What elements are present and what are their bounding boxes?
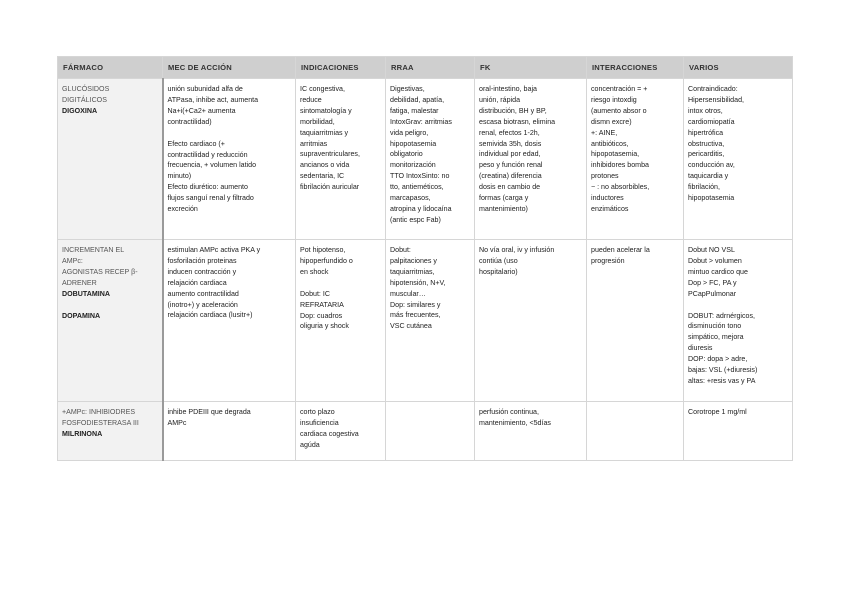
cell-line: arritmias: [300, 139, 328, 148]
cell-line: ancianos o vida: [300, 161, 350, 170]
cell-line: vida peligro,: [390, 128, 429, 137]
cell-line: (antic espc Fab): [390, 215, 441, 224]
cell-line: INCREMENTAN EL: [62, 246, 125, 254]
cell-varios: [684, 240, 793, 402]
cell-line: VSC cutánea: [390, 322, 432, 331]
cell-line: hipotensión, N+V,: [390, 278, 446, 287]
cell-line: reduce: [300, 95, 322, 104]
table-row: [58, 79, 793, 240]
cell-interacciones: [587, 240, 684, 402]
cell-line: tto, antieméticos,: [390, 183, 444, 192]
cell-line: fosforilación proteinas: [167, 256, 237, 265]
cell-line: frecuencia, + volumen latido: [167, 161, 257, 170]
cell-line: REFRATARIA: [300, 300, 344, 309]
cell-line: Na+i(+Ca2+ aumenta: [167, 106, 236, 115]
cell-line: protones: [591, 172, 619, 181]
cell-rraa: [386, 402, 475, 461]
cell-line: ATPasa, inhibe act, aumenta: [167, 95, 259, 104]
cell-line: taquicardia y: [688, 172, 729, 181]
cell-line: IC congestiva,: [300, 85, 345, 93]
cell-line: altas: +resis vas y PA: [688, 376, 756, 385]
cell-rraa: [386, 79, 475, 240]
header-indicaciones: INDICACIONES: [296, 57, 386, 79]
spacer: [62, 300, 158, 311]
cell-line: unión, rápida: [479, 95, 521, 104]
cell-line: concentración = +: [591, 85, 648, 93]
cell-line: pericarditis,: [688, 150, 725, 159]
header-row: [58, 57, 793, 79]
cell-line: supraventriculares,: [300, 150, 360, 159]
cell-line: marcapasos,: [390, 194, 431, 203]
cell-line: formas (carga y: [479, 194, 529, 203]
cell-line: inductores: [591, 194, 624, 203]
cell-line: perfusión continua,: [479, 408, 539, 416]
cell-line: palpitaciones y: [390, 256, 437, 265]
spacer: [300, 278, 381, 289]
cell-interacciones: [587, 79, 684, 240]
cell-line: hospitalario): [479, 267, 518, 276]
cell-line: Dobut:: [390, 246, 411, 254]
cell-line: cardiaca cogestiva: [300, 429, 359, 438]
cell-line: Efecto diurético: aumento: [167, 183, 248, 192]
cell-fk: [475, 240, 587, 402]
cell-line: DOBUT: adrnérgicos,: [688, 311, 756, 320]
cell-line: hipoperfundido o: [300, 256, 353, 265]
cell-line: excreción: [167, 205, 198, 214]
cell-line: Dobut NO VSL: [688, 246, 735, 254]
cell-mec-accion: [163, 79, 296, 240]
cell-line: Digestivas,: [390, 85, 425, 93]
cell-line: inducen contracción y: [167, 267, 237, 276]
cell-line: relajación cardiaca: [167, 278, 227, 287]
cell-line: DIGITÁLICOS: [62, 95, 107, 104]
cell-rraa: [386, 240, 475, 402]
cell-farmaco: [58, 240, 163, 402]
cell-line: Dop > FC, PA y: [688, 278, 737, 287]
cell-indicaciones: [296, 79, 386, 240]
cell-line: conducción av,: [688, 161, 735, 170]
header-rraa: RRAA: [386, 57, 475, 79]
cell-line: inhibidores bomba: [591, 161, 649, 170]
cell-line: peso y función renal: [479, 161, 543, 170]
cell-line: bajas: VSL (+diuresis): [688, 366, 758, 375]
cell-line: TTO IntoxSinto: no: [390, 172, 450, 181]
cell-line: inhibe PDEIII que degrada: [167, 408, 251, 416]
cell-line: disminución tono: [688, 322, 742, 331]
cell-line: +AMPc: INHIBIODRES: [62, 408, 136, 416]
drug-name: DOPAMINA: [62, 311, 101, 320]
cell-varios: [684, 402, 793, 461]
cell-line: progresión: [591, 256, 625, 265]
cell-line: oliguria y shock: [300, 322, 349, 331]
cell-line: IntoxGrav: arritmias: [390, 117, 452, 126]
cell-line: morbilidad,: [300, 117, 335, 126]
cell-line: DOP: dopa > adre,: [688, 355, 748, 364]
cell-line: flujos sanguí renal y filtrado: [167, 194, 254, 203]
cell-line: FOSFODIESTERASA III: [62, 418, 139, 427]
cell-line: taquiarritmias,: [390, 267, 435, 276]
cell-line: Efecto cardiaco (+: [167, 139, 225, 148]
pharmacology-table: [57, 56, 793, 461]
cell-farmaco: [58, 402, 163, 461]
cell-line: (aumento absor o: [591, 106, 647, 115]
cell-line: insuficiencia: [300, 418, 339, 427]
cell-line: simpático, mejora: [688, 333, 744, 342]
cell-line: +: AINE,: [591, 128, 618, 137]
cell-line: sintomatología y: [300, 106, 352, 115]
cell-indicaciones: [296, 402, 386, 461]
cell-line: hipertrófica: [688, 128, 724, 137]
cell-line: mantenimiento): [479, 204, 528, 213]
cell-fk: [475, 402, 587, 461]
cell-line: taquiarritmias y: [300, 128, 349, 137]
spacer: [688, 300, 788, 311]
header-fk: FK: [475, 57, 587, 79]
cell-line: estimulan AMPc activa PKA y: [167, 246, 261, 254]
cell-line: antibióticos,: [591, 139, 629, 148]
header-interacciones: INTERACCIONES: [587, 57, 684, 79]
cell-line: relajación cardiaca (lusitr+): [167, 311, 253, 320]
cell-line: cardiomiopatía: [688, 117, 735, 126]
cell-line: contractilidad y reducción: [167, 150, 248, 159]
drug-name: DIGOXINA: [62, 106, 98, 115]
cell-line: Corotrope 1 mg/ml: [688, 408, 747, 416]
cell-line: (creatina) diferencia: [479, 172, 542, 181]
cell-line: AGONISTAS RECEP β-: [62, 267, 138, 276]
cell-farmaco: [58, 79, 163, 240]
cell-line: pueden acelerar la: [591, 246, 650, 254]
cell-line: Dop: similares y: [390, 300, 441, 309]
cell-line: fatiga, malestar: [390, 106, 439, 115]
cell-line: debilidad, apatía,: [390, 95, 445, 104]
cell-line: Dobut > volumen: [688, 256, 742, 265]
cell-line: contiúa (uso: [479, 256, 518, 265]
cell-line: hipopotasemia: [688, 194, 735, 203]
table-row: [58, 402, 793, 461]
cell-line: AMPc:: [62, 256, 83, 265]
cell-line: GLUCÓSIDOS: [62, 85, 110, 93]
cell-line: AMPc: [167, 418, 187, 427]
cell-line: obligatorio: [390, 150, 423, 159]
table-row: [58, 240, 793, 402]
drug-name: DOBUTAMINA: [62, 289, 110, 298]
cell-line: aumento contractilidad: [167, 289, 239, 298]
cell-line: contractilidad): [167, 117, 212, 126]
header-farmaco: FÁRMACO: [58, 57, 163, 79]
cell-line: riesgo intoxdig: [591, 95, 637, 104]
cell-line: distribución, BH y BP,: [479, 106, 547, 115]
cell-line: Dobut: IC: [300, 289, 330, 298]
header-mec-accion: MEC DE ACCIÓN: [163, 57, 296, 79]
cell-line: unión subunidad alfa de: [167, 85, 243, 93]
cell-line: muscular…: [390, 289, 426, 298]
cell-line: ADRENER: [62, 278, 97, 287]
cell-line: mintuo cardico que: [688, 267, 748, 276]
cell-line: No vía oral, iv y infusión: [479, 246, 555, 254]
cell-line: obstructiva,: [688, 139, 725, 148]
header-varios: VARIOS: [684, 57, 793, 79]
cell-mec-accion: [163, 402, 296, 461]
cell-line: Dop: cuadros: [300, 311, 343, 320]
cell-line: diuresis: [688, 344, 713, 353]
cell-line: (inotro+) y aceleración: [167, 300, 238, 309]
cell-line: dosis en cambio de: [479, 183, 541, 192]
cell-line: sedentaria, IC: [300, 172, 345, 181]
cell-line: − : no absorbibles,: [591, 183, 650, 192]
cell-line: escasa biotrasn, elimina: [479, 117, 556, 126]
cell-line: Pot hipotenso,: [300, 246, 346, 254]
cell-line: fibrilación,: [688, 183, 720, 192]
cell-varios: [684, 79, 793, 240]
cell-line: intox otros,: [688, 106, 723, 115]
cell-line: semivida 35h, dosis: [479, 139, 542, 148]
cell-line: renal, efectos 1-2h,: [479, 128, 540, 137]
cell-line: mantenimiento, <5días: [479, 418, 551, 427]
cell-fk: [475, 79, 587, 240]
cell-indicaciones: [296, 240, 386, 402]
cell-line: hipopotasemia: [390, 139, 437, 148]
cell-line: corto plazo: [300, 408, 335, 416]
drug-name: MILRINONA: [62, 429, 103, 438]
cell-line: hipopotasemia,: [591, 150, 640, 159]
cell-line: más frecuentes,: [390, 311, 441, 320]
cell-line: Hipersensibilidad,: [688, 95, 744, 104]
cell-line: atropina y lidocaína: [390, 204, 452, 213]
cell-interacciones: [587, 402, 684, 461]
cell-line: Contraindicado:: [688, 85, 738, 93]
cell-line: en shock: [300, 267, 329, 276]
spacer: [168, 128, 292, 139]
cell-line: individual por edad,: [479, 150, 541, 159]
cell-line: PCapPulmonar: [688, 289, 737, 298]
cell-line: oral-intestino, baja: [479, 85, 537, 93]
cell-line: dismn excre): [591, 117, 632, 126]
cell-line: minuto): [167, 172, 192, 181]
cell-line: monitorización: [390, 161, 436, 170]
cell-line: enzimáticos: [591, 204, 629, 213]
cell-line: agúda: [300, 440, 320, 449]
cell-mec-accion: [163, 240, 296, 402]
cell-line: fibrilación auricular: [300, 183, 360, 192]
